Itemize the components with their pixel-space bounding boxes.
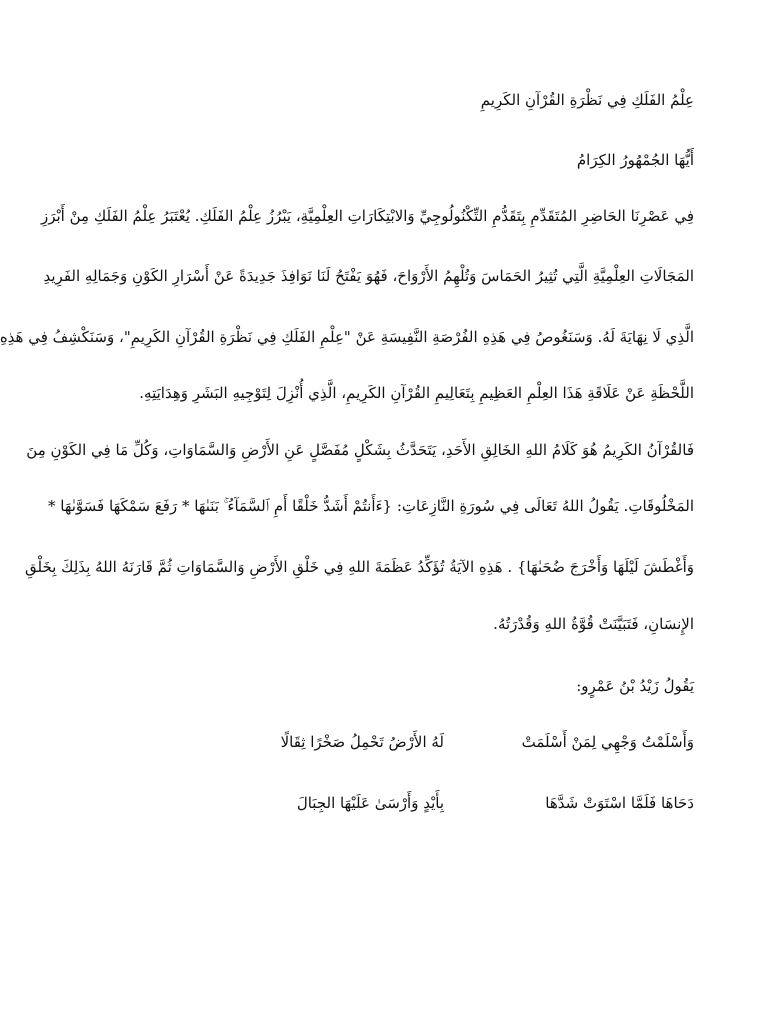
paragraph-line: الَّذِي لَا نِهَايَةَ لَهُ. وَسَنَغُوصُ فِي هَذِهِ الفُرْصَةِ النَّفِيسَةِ عَنْ "عِلْمِ الفَلَكِ فِي نَظْرَةِ القُرْآنِ الكَرِيمِ"، وَسَنَكْشِفُ فِي هَذِهِ	[0, 328, 694, 346]
paragraph-line: المَخْلُوقَاتِ. يَقُولُ اللهُ تَعَالَى فِي سُورَةِ النَّازِعَاتِ: {ءَأَنتُمْ أَشَدُّ خَلْقًا أَمِ ٱلسَّمَآءُ ۚ بَنَىٰهَا * رَفَعَ سَمْكَهَا فَسَوَّىٰهَا *	[48, 497, 694, 515]
poem-verse-second-half: بِأَيْدٍ وَأَرْسَىٰ عَلَيْهَا الجِبَالَ	[296, 794, 444, 812]
poem-intro: يَقُولُ زَيْدُ بْنُ عَمْرٍو:	[576, 677, 694, 695]
paragraph-line: وَأَغْطَشَ لَيْلَهَا وَأَخْرَجَ ضُحَىٰهَا} . هَذِهِ الآيَةُ تُؤَكِّدُ عَظَمَةَ اللهِ فِي خَلْقِ الأَرْضِ وَالسَّمَاوَاتِ ثُمَّ قَارَنَهُ اللهُ بِذَلِكَ بِخَلْقِ	[24, 558, 694, 576]
paragraph-line: الإِنسَانِ، فَتَبَيَّنَتْ قُوَّةُ اللهِ وَقُدْرَتُهُ.	[493, 615, 694, 633]
paragraph-line: المَجَالَاتِ العِلْمِيَّةِ الَّتِي تُثِيرُ الحَمَاسَ وَتُلْهِمُ الأَرْوَاحَ، فَهُوَ يَفْتَحُ لَنَا نَوَافِذَ جَدِيدَةً عَنْ أَسْرَارِ الكَوْنِ وَجَمَالِهِ الفَرِيدِ	[43, 267, 694, 285]
salutation: أَيُّهَا الجُمْهُورُ الكِرَامُ	[576, 151, 694, 169]
document-title: عِلْمُ الفَلَكِ فِي نَظْرَةِ القُرْآنِ الكَرِيمِ	[480, 91, 694, 109]
paragraph-line: فَالقُرْآنُ الكَرِيمُ هُوَ كَلَامُ اللهِ الخَالِقِ الأَحَدِ، يَتَحَدَّثُ بِشَكْلٍ مُفَصَّلٍ عَنِ الأَرْضِ وَالسَّمَاوَاتِ، وَكُلِّ مَا فِي الكَوْنِ مِنَ	[26, 441, 694, 459]
paragraph-line: فِي عَصْرِنَا الحَاضِرِ المُتَقَدِّمِ بِتَقَدُّمِ التِّكْنُولُوجِيِّ وَالابْتِكَارَاتِ العِلْمِيَّةِ، يَبْرُزُ عِلْمُ الفَلَكِ. يُعْتَبَرُ عِلْمُ الفَلَكِ مِنْ أَبْرَزِ	[40, 207, 694, 225]
paragraph-line: اللَّحْظَةِ عَنْ عَلَاقَةِ هَذَا العِلْمِ العَظِيمِ بِتَعَالِيمِ القُرْآنِ الكَرِيمِ، الَّذِي أُنْزِلَ لِتَوْجِيهِ البَشَرِ وَهِدَايَتِهِ.	[139, 384, 694, 402]
poem-verse-first-half: وَأَسْلَمْتُ وَجْهِي لِمَنْ أَسْلَمَتْ	[521, 733, 694, 751]
poem-verse-first-half: دَحَاهَا فَلَمَّا اسْتَوَتْ شَدَّهَا	[545, 794, 694, 812]
poem-verse-second-half: لَهُ الأَرْضُ تَحْمِلُ صَخْرًا ثِقَالًا	[280, 733, 444, 751]
